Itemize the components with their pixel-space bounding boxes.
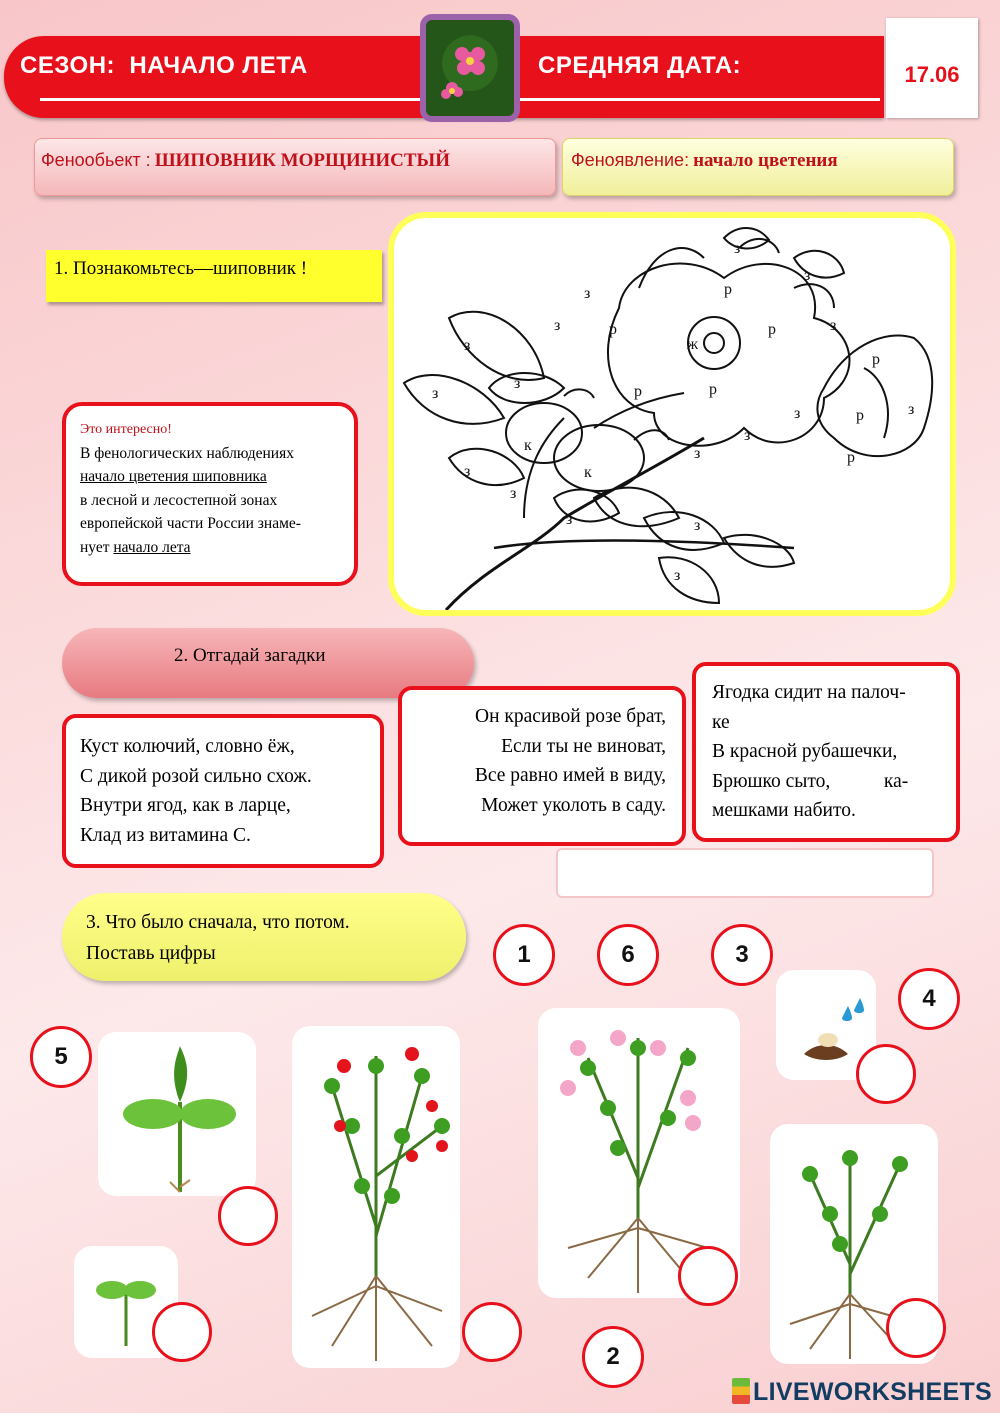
rose-coloring-drawing	[394, 218, 950, 610]
svg-text:з: з	[694, 445, 701, 462]
fun-fact-line: начало цветения шиповника	[80, 468, 267, 485]
number-badge: 4	[898, 968, 960, 1030]
svg-text:р: р	[609, 321, 617, 338]
number-badge: 1	[493, 924, 555, 986]
svg-text:з: з	[464, 463, 471, 480]
seedling-icon	[98, 1032, 256, 1196]
task3-line: 3. Что было сначала, что потом.	[86, 912, 350, 933]
svg-text:з: з	[804, 267, 811, 284]
task3-line: Поставь цифры	[86, 943, 216, 964]
season-label: СЕЗОН: НАЧАЛО ЛЕТА	[20, 52, 308, 79]
order-slot[interactable]	[218, 1186, 278, 1246]
letter-leaf: з	[734, 240, 741, 257]
rose-photo-icon	[426, 20, 514, 116]
liveworksheets-logo: LIVEWORKSHEETS	[732, 1378, 992, 1407]
riddle-2: Он красивой розе брат, Если ты не виноват, Все равно имей в виду, Может уколоть в саду.	[398, 686, 686, 846]
phenomenon-label: Феноявление:	[571, 150, 690, 170]
task1-title: 1. Познакомьтесь—шиповник !	[54, 258, 308, 279]
rose-drawing-frame	[388, 212, 956, 616]
svg-text:з: з	[464, 337, 471, 354]
letter-fruit: к	[524, 437, 532, 454]
svg-text:з: з	[794, 405, 801, 422]
fun-fact-heading: Это интересно!	[80, 422, 172, 437]
number-badge: 6	[597, 924, 659, 986]
wild-rose-photo	[420, 14, 520, 122]
svg-text:з: з	[674, 567, 681, 584]
svg-text:з: з	[566, 511, 573, 528]
fun-fact-line: европейской части России знаме-	[80, 515, 301, 532]
svg-text:з: з	[584, 285, 591, 302]
svg-text:з: з	[554, 317, 561, 334]
liveworksheets-logo-icon	[732, 1378, 750, 1404]
svg-text:р: р	[847, 449, 855, 466]
avg-date-label: СРЕДНЯЯ ДАТА:	[538, 52, 742, 79]
phenomenon-value: начало цветения	[693, 150, 838, 171]
order-slot[interactable]	[152, 1302, 212, 1362]
order-slot[interactable]	[678, 1246, 738, 1306]
svg-text:з: з	[432, 385, 439, 402]
order-slot[interactable]	[856, 1044, 916, 1104]
fun-fact-box	[62, 402, 358, 586]
task3-banner	[62, 893, 466, 981]
phenomenon-label-box	[562, 138, 954, 196]
order-slot[interactable]	[462, 1302, 522, 1362]
task1-banner	[46, 250, 382, 302]
berry-bush-icon	[292, 1026, 460, 1368]
date-value: 17.06	[904, 62, 960, 87]
fun-fact-line: В фенологических наблюдениях	[80, 444, 294, 462]
svg-text:р: р	[709, 381, 717, 398]
svg-text:з: з	[744, 427, 751, 444]
fun-fact-line: нует начало лета	[80, 538, 191, 556]
svg-text:р: р	[856, 407, 864, 424]
object-label-box	[34, 138, 556, 196]
order-slot[interactable]	[886, 1298, 946, 1358]
riddle-3: Ягодка сидит на палоч- ке В красной рубашечки, Брюшко сыто, ка- мешками набито.	[692, 662, 960, 842]
svg-text:р: р	[634, 383, 642, 400]
svg-text:р: р	[872, 351, 880, 368]
object-value: ШИПОВНИК МОРЩИНИСТЫЙ	[154, 150, 450, 171]
number-badge: 5	[30, 1026, 92, 1088]
svg-text:к: к	[584, 464, 592, 481]
number-badge: 2	[582, 1326, 644, 1388]
seedling-leaves-image	[98, 1032, 256, 1196]
svg-text:з: з	[694, 517, 701, 534]
svg-text:з: з	[514, 375, 521, 392]
date-box	[886, 18, 978, 118]
letter-center: ж	[687, 336, 699, 353]
riddle-1: Куст колючий, словно ёж, С дикой розой сильно схож. Внутри ягод, как в ларце, Клад из витамина С.	[62, 714, 384, 868]
task2-title: 2. Отгадай загадки	[174, 645, 326, 666]
svg-text:з: з	[510, 485, 517, 502]
object-label: Фенообьект :	[41, 150, 151, 170]
bush-with-berries-image	[292, 1026, 460, 1368]
letter-petal: р	[724, 281, 732, 298]
svg-text:з: з	[908, 401, 915, 418]
svg-text:з: з	[830, 317, 837, 334]
riddle-answer-field[interactable]	[556, 848, 934, 898]
number-badge: 3	[711, 924, 773, 986]
svg-text:р: р	[768, 321, 776, 338]
fun-fact-line: в лесной и лесостепной зонах	[80, 491, 278, 509]
